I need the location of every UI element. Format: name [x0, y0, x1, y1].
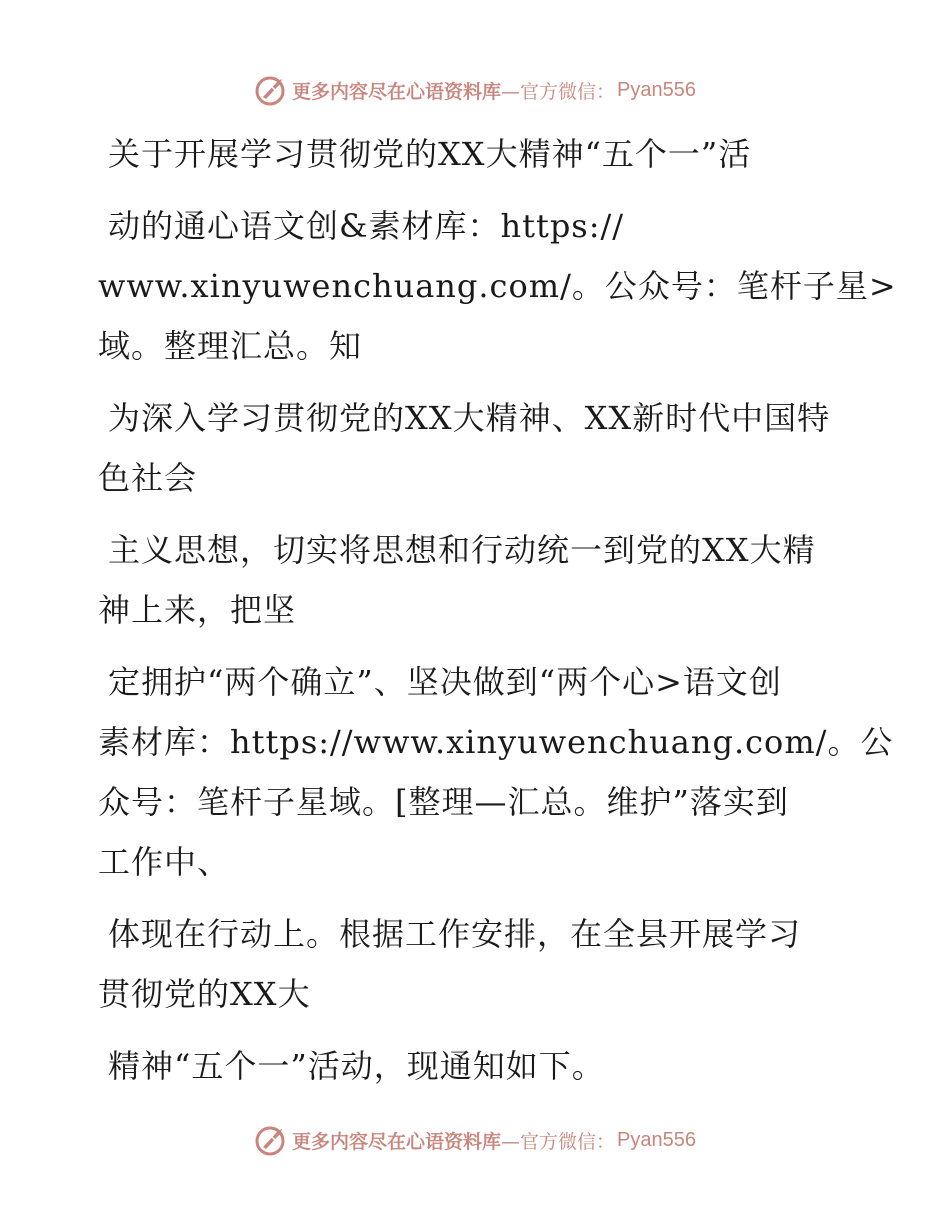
watermark-sub-text: —官方微信： [501, 1130, 616, 1153]
watermark-wechat-id: Pyan556 [617, 1128, 696, 1151]
text-line: 动的通心语文创&素材库：https:// [108, 207, 625, 245]
text-line: 色社会 [98, 459, 198, 497]
watermark-sub-text: —官方微信： [501, 80, 616, 103]
watermark-main-text: 更多内容尽在心语资料库 [292, 80, 502, 103]
text-line: 为深入学习贯彻党的XX大精神、XX新时代中国特 [108, 399, 831, 437]
text-line: 神上来，把坚 [98, 591, 297, 629]
document-body [98, 124, 897, 1096]
text-line: 众号：笔杆子星域。[整理—汇总。维护”落实到 [98, 783, 789, 821]
text-line: 精神“五个一”活动，现通知如下。 [108, 1047, 605, 1085]
text-line: 体现在行动上。根据工作安排，在全县开展学习 [108, 915, 802, 953]
text-line: 工作中、 [98, 843, 231, 881]
text-line: 贯彻党的XX大 [98, 975, 311, 1013]
watermark-wechat-id: Pyan556 [617, 78, 696, 101]
header-watermark [0, 70, 950, 110]
text-line: 主义思想，切实将思想和行动统一到党的XX大精 [108, 531, 816, 569]
text-line: 素材库：https://www.xinyuwenchuang.com/。公 [98, 723, 894, 761]
footer-watermark [0, 1120, 950, 1160]
text-line: 定拥护“两个确立”、坚决做到“两个心>语文创 [108, 663, 782, 701]
quill-logo-icon [254, 73, 288, 107]
text-line: 域。整理汇总。知 [98, 327, 363, 365]
text-line: 关于开展学习贯彻党的XX大精神“五个一”活 [108, 135, 752, 173]
quill-logo-icon [254, 1123, 288, 1157]
watermark-main-text: 更多内容尽在心语资料库 [292, 1130, 502, 1153]
text-line: www.xinyuwenchuang.com/。公众号：笔杆子星> [98, 267, 897, 305]
